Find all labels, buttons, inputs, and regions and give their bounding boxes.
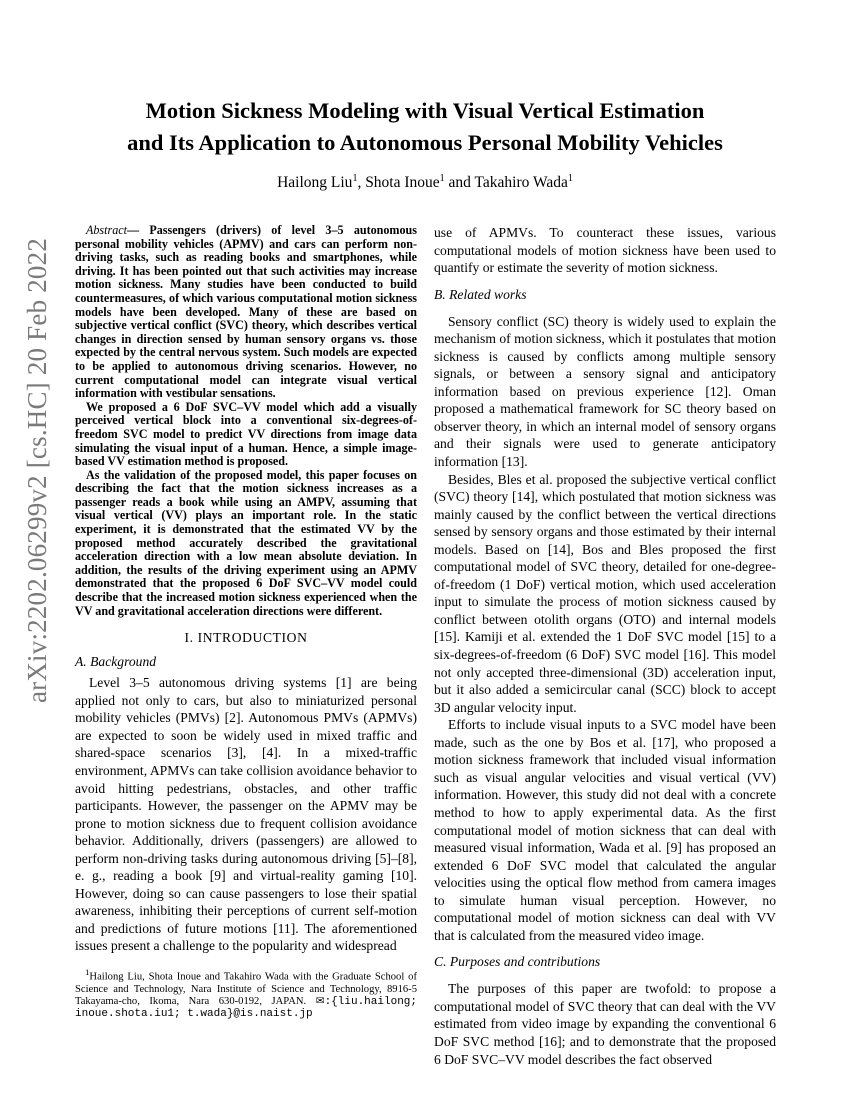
related-paragraph-3: Efforts to include visual inputs to a SVC model have been made, such as the one by Bos et al. [17], who proposed a motion sickness framework that included visual information such as visual angular velocities and visual vertical (VV) information. However, this study did not deal with a concrete method to how to apply experimental data. As the first computational model of motion sickness that can deal with measured visual information, Wada et al. [9] has proposed an extended 6 DoF SVC model that calculated the angular velocities using the optical flow method from camera images to simulate human visual perception. However, no computational model of motion sickness can deal with VV that is calculated from the measured video image.: [434, 717, 776, 943]
arxiv-identifier: [8, 237, 68, 703]
left-column: [75, 224, 417, 955]
abstract-paragraph-1: [75, 224, 417, 401]
purposes-paragraph: The purposes of this paper are twofold: to propose a computational model of SVC theory that can deal with the VV estimated from video image by expanding the conventional 6 DoF SVC method [16]; and to demonstrate that the proposed 6 DoF SVC–VV model describes the fact observed: [434, 981, 776, 1067]
abstract-label: Abstract: [86, 223, 127, 237]
abstract-text-1: Passengers (drivers) of level 3–5 autonomous personal mobility vehicles (APMV) and cars can perform non-driving tasks, such as reading books and smartphones, while driving. It has been pointed out that such activities may increase motion sickness. Many studies have been conducted to build countermeasures, of which various computational motion sickness models have been developed. Many of these are based on subjective vertical conflict (SVC) theory, which describes vertical changes in direction sensed by human sensory organs vs. those expected by the central nervous system. Such models are expected to be applied to autonomous driving scenarios. However, no current computational model can integrate visual vertical information with vestibular sensations.: [75, 223, 417, 401]
arxiv-id-text: arXiv:2202.06299v2 [cs.HC] 20 Feb 2022: [22, 237, 53, 703]
footnote-emails: :{liu.hailong; inoue.shota.iu1; t.wada}@is.naist.jp: [75, 995, 417, 1021]
abstract-paragraph-3: As the validation of the proposed model, this paper focuses on describing the fact that the motion sickness increases as a passenger reads a book while using an AMPV, assuming that visual vertical (VV) plays an important role. In the static experiment, it is demonstrated that the estimated VV by the proposed method accurately described the gravitational acceleration direction with a low mean absolute deviation. In addition, the results of the driving experiment using an APMV demonstrated that the proposed 6 DoF SVC–VV model could describe that the increased motion sickness experienced when the VV and gravitational acceleration directions were different.: [75, 467, 417, 618]
subsection-heading-purposes: C. Purposes and contributions: [434, 954, 601, 970]
author-2: Shota Inoue: [365, 174, 440, 192]
subsection-heading-related-works: B. Related works: [434, 286, 527, 302]
affiliation-footnote: [75, 966, 417, 1020]
subsection-heading-background: A. Background: [75, 654, 157, 670]
title-line-2: and Its Application to Autonomous Personal Mobility Vehicles: [127, 130, 723, 155]
background-paragraph-continued: use of APMVs. To counteract these issues, various computational models of motion sickness have been used to quantify or estimate the severity of motion sickness.: [434, 225, 776, 276]
footnote-mark: 1: [85, 967, 90, 977]
envelope-icon: ✉: [315, 995, 325, 1007]
affiliation-mark: 1: [439, 173, 445, 184]
related-paragraph-2: Besides, Bles et al. proposed the subjective vertical conflict (SVC) theory [14], which postulated that motion sickness was mainly caused by the conflict between the vertical directions sensed by sensory organs and those estimated by their internal models. Based on [14], Bos and Bles proposed the first computational model of SVC theory, detailed for one-degree-of-freedom (1 DoF) vertical motion, which used acceleration input to simulate the process of motion sickness caused by conflict between otolith organs (OTO) and internal models [15]. Kamiji et al. extended the 1 DoF SVC model [15] to a six-degrees-of-freedom (6 DoF) SVC model [16]. This model not only accepted three-dimensional (3D) acceleration input, but it also added a semicircular canal (SCC) block to accept 3D angular velocity input.: [434, 471, 776, 715]
author-separator: ,: [357, 174, 366, 192]
affiliation-mark: 1: [352, 173, 358, 184]
abstract-paragraph-2: We proposed a 6 DoF SVC–VV model which add a visually perceived vertical block into a conventional six-degrees-of-freedom SVC model to predict VV directions from image data simulating the visual input of a human. Hence, a simple image-based VV estimation method is proposed.: [75, 399, 417, 469]
abstract-dash: —: [126, 223, 150, 237]
author-separator: and: [444, 174, 475, 192]
author-list: [100, 173, 750, 192]
related-paragraph-1: Sensory conflict (SC) theory is widely used to explain the mechanism of motion sickness, which it postulates that motion sickness is caused by conflicts among multiple sensory signals, or between a sensory signal and anticipatory information based on previous experience [12]. Oman proposed a mathematical framework for SC theory based on observer theory, in which an internal model of sensory organs and their signals were used to generate anticipatory information [13].: [434, 313, 776, 470]
affiliation-mark: 1: [567, 173, 573, 184]
author-1: Hailong Liu: [277, 174, 353, 192]
footnote-text: Hailong Liu, Shota Inoue and Takahiro Wada with the Graduate School of Science and Technology, Nara Institute of Science and Technology, 8916-5 Takayama-cho, Ikoma, Nara 630-0192, JAPAN.: [75, 971, 417, 1007]
right-column: [434, 224, 776, 1068]
section-heading-introduction: I. INTRODUCTION: [184, 630, 308, 646]
author-3: Takahiro Wada: [474, 174, 568, 192]
title-line-1: Motion Sickness Modeling with Visual Vertical Estimation: [145, 98, 705, 123]
paper-title: [100, 95, 750, 159]
background-paragraph: Level 3–5 autonomous driving systems [1] are being applied not only to cars, but also to miniaturized personal mobility vehicles (PMVs) [2]. Autonomous PMVs (APMVs) are expected to soon be widely used in mixed traffic and shared-space scenarios [3], [4]. In a mixed-traffic environment, APMVs can take collision avoidance behavior to avoid hitting pedestrians, obstacles, and other traffic participants. However, the passenger on the APMV may be prone to motion sickness due to frequent collision avoidance behavior. Additionally, drivers (passengers) are allowed to perform non-driving tasks during autonomous driving [5]–[8], e. g., reading a book [9] and virtual-reality gaming [10]. However, doing so can cause passengers to lose their spatial awareness, inhibiting their perceptions of current self-motion and predictions of future motions [11]. The aforementioned issues present a challenge to the popularity and widespread: [75, 675, 417, 954]
